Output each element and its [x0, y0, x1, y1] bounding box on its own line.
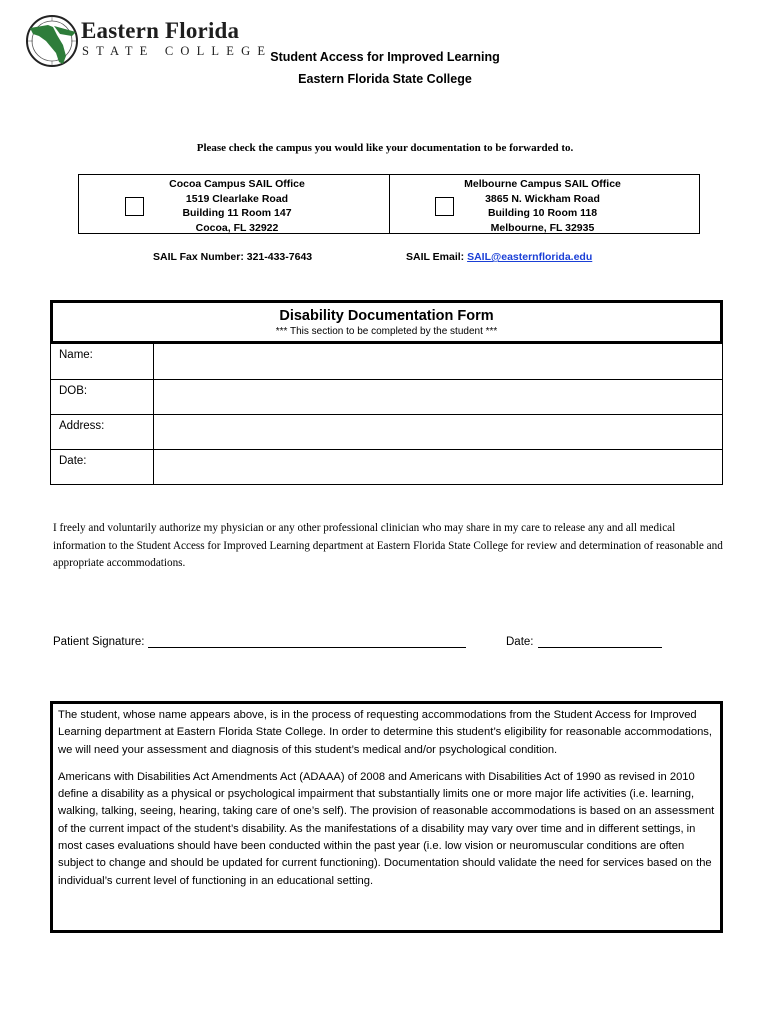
clinician-info-box — [50, 701, 723, 933]
field-row-dob — [51, 379, 722, 414]
melbourne-campus-address — [443, 177, 643, 235]
melbourne-street: 3865 N. Wickham Road — [485, 192, 600, 205]
logo-subtitle: STATE COLLEGE — [82, 44, 273, 58]
patient-signature — [53, 635, 466, 648]
logo-name: Eastern Florida — [81, 18, 240, 43]
cocoa-campus-address — [137, 177, 337, 235]
melbourne-city: Melbourne, FL 32935 — [490, 221, 595, 234]
field-row-name — [51, 344, 722, 379]
cocoa-office-name: Cocoa Campus SAIL Office — [169, 178, 305, 190]
date-field[interactable] — [154, 450, 722, 484]
info-paragraph-2: Americans with Disabilities Act Amendments Act (ADAAA) of 2008 and Americans with Disabilities Act of 1990 as revised in 2010 define a disability as a physical or psychological impairment that substantially limits one or more major life activities (i.e. learning, walking, talking, seeing, hearing, taking care of one’s self). The provision of reasonable accommodations is based on an assessment of the current impact of the student’s disability. As the manifestations of a disability may vary over time and in different settings, in most cases evaluations should have been conducted within the past year (i.e. low vision or neuromuscular conditions are often subject to change and should be updated for current functioning). Documentation should validate the need for services based on the individual’s current level of functioning in an educational setting. — [58, 770, 715, 887]
melbourne-building: Building 10 Room 118 — [487, 207, 598, 219]
campus-cell-cocoa — [79, 175, 389, 233]
form-instructions: *** This section to be completed by the student *** — [275, 326, 498, 337]
info-paragraph-1: The student, whose name appears above, is in the process of requesting accommodations from the Student Access for Improved Learning department at Eastern Florida State College. In order to determine this student’s eligibility for reasonable accommodations, we will need your assessment and diagnosis of this student’s medical and/or psychological condition. — [58, 709, 712, 756]
name-field[interactable] — [154, 344, 722, 379]
date-label: Date: — [51, 450, 154, 484]
signature-date-line[interactable] — [538, 635, 662, 648]
cocoa-city: Cocoa, FL 32922 — [195, 221, 279, 234]
form-title: Disability Documentation Form — [279, 308, 494, 324]
campus-prompt: Please check the campus you would like your documentation to be forwarded to. — [196, 142, 574, 154]
field-row-date — [51, 449, 722, 484]
campus-cell-melbourne — [389, 175, 700, 233]
address-field[interactable] — [154, 415, 722, 449]
cocoa-building: Building 11 Room 147 — [182, 207, 292, 219]
form-header — [50, 300, 723, 344]
sail-email — [406, 251, 592, 263]
sail-email-link[interactable]: SAIL@easternflorida.edu — [467, 251, 593, 263]
signature-date-label: Date: — [506, 636, 534, 648]
sail-email-label: SAIL Email: — [406, 251, 465, 263]
address-label: Address: — [51, 415, 154, 449]
signature-date — [506, 635, 662, 648]
dob-field[interactable] — [154, 380, 722, 414]
cocoa-street: 1519 Clearlake Road — [185, 192, 289, 205]
patient-signature-label: Patient Signature: — [53, 636, 145, 648]
name-label: Name: — [51, 344, 154, 379]
page-title: Student Access for Improved Learning — [270, 50, 500, 64]
student-fields-table — [50, 344, 723, 485]
campus-selection-table — [78, 174, 700, 234]
field-row-address — [51, 414, 722, 449]
sail-fax-number: SAIL Fax Number: 321-433-7643 — [153, 251, 313, 263]
melbourne-office-name: Melbourne Campus SAIL Office — [464, 178, 621, 190]
dob-label: DOB: — [51, 380, 154, 414]
patient-signature-line[interactable] — [148, 635, 466, 648]
authorization-statement: I freely and voluntarily authorize my physician or any other professional clinician who may share in my care to release any and all medical information to the Student Access for Improved Learning department at Eastern Florida State College for review and determination of reasonable and appropriate accommodations. — [53, 522, 723, 569]
page-subtitle: Eastern Florida State College — [298, 72, 472, 86]
